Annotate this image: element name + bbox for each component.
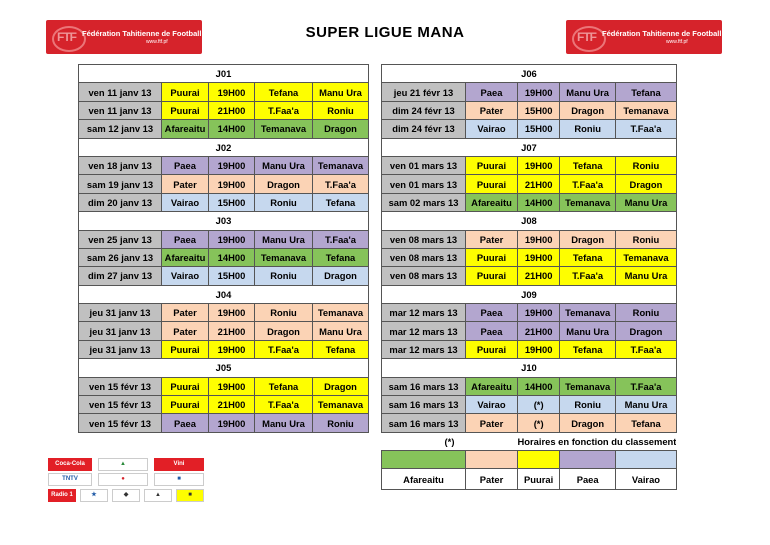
match-row — [382, 340, 677, 358]
match-venue: Paea — [162, 156, 209, 174]
match-away-team: Dragon — [313, 267, 369, 285]
match-row — [79, 230, 369, 248]
match-date: sam 26 janv 13 — [79, 248, 162, 266]
match-date: ven 15 févr 13 — [79, 414, 162, 432]
match-venue: Afareaitu — [466, 193, 518, 211]
sponsor-logo: ■ — [154, 473, 204, 486]
round-header-row — [79, 138, 369, 156]
legend-swatch — [382, 450, 466, 468]
match-row — [79, 193, 369, 211]
match-time: 21H00 — [209, 101, 255, 119]
match-venue: Puurai — [466, 248, 518, 266]
sponsor-logo: Vini — [154, 458, 204, 471]
match-row — [382, 120, 677, 138]
legend-label: Paea — [560, 469, 616, 490]
match-row — [79, 322, 369, 340]
match-venue: Pater — [162, 322, 209, 340]
match-row — [382, 83, 677, 101]
match-time: 15H00 — [518, 120, 560, 138]
match-row — [79, 156, 369, 174]
match-time: 14H00 — [518, 193, 560, 211]
round-label: J06 — [382, 65, 677, 83]
match-venue: Afareaitu — [162, 248, 209, 266]
note-marker: (*) — [444, 435, 455, 447]
match-date: ven 01 mars 13 — [382, 156, 466, 174]
match-date: sam 16 mars 13 — [382, 377, 466, 395]
match-date: sam 19 janv 13 — [79, 175, 162, 193]
match-time: 21H00 — [518, 322, 560, 340]
match-date: jeu 31 janv 13 — [79, 340, 162, 358]
match-home-team: Roniu — [255, 193, 313, 211]
schedule-table-left — [78, 64, 369, 433]
legend-labels — [382, 469, 677, 490]
match-venue: Paea — [162, 230, 209, 248]
match-home-team: Dragon — [560, 230, 616, 248]
note-row — [382, 432, 677, 450]
match-date: dim 20 janv 13 — [79, 193, 162, 211]
match-venue: Afareaitu — [466, 377, 518, 395]
match-date: dim 24 févr 13 — [382, 120, 466, 138]
round-label: J07 — [382, 138, 677, 156]
match-venue: Puurai — [162, 396, 209, 414]
round-header-row — [382, 359, 677, 377]
match-row — [382, 414, 677, 432]
match-row — [382, 267, 677, 285]
match-home-team: Manu Ura — [255, 156, 313, 174]
match-away-team: Temanava — [616, 101, 677, 119]
match-venue: Vairao — [466, 120, 518, 138]
match-away-team: Temanava — [313, 396, 369, 414]
match-date: ven 01 mars 13 — [382, 175, 466, 193]
match-home-team: Dragon — [255, 175, 313, 193]
sponsor-logo: ● — [98, 473, 148, 486]
match-venue: Puurai — [162, 101, 209, 119]
match-home-team: Tefana — [560, 156, 616, 174]
match-venue: Puurai — [162, 83, 209, 101]
match-venue: Pater — [162, 175, 209, 193]
round-header-row — [382, 285, 677, 303]
match-home-team: Manu Ura — [560, 322, 616, 340]
match-away-team: Dragon — [616, 175, 677, 193]
round-header-row — [382, 212, 677, 230]
ftf-emblem-icon: FTF — [52, 26, 86, 52]
round-header-row — [79, 212, 369, 230]
match-date: ven 08 mars 13 — [382, 230, 466, 248]
match-home-team: Dragon — [255, 322, 313, 340]
match-away-team: Tefana — [616, 83, 677, 101]
match-venue: Paea — [162, 414, 209, 432]
legend-swatch — [560, 450, 616, 468]
match-time: 19H00 — [209, 230, 255, 248]
match-time: 19H00 — [518, 156, 560, 174]
match-date: sam 12 janv 13 — [79, 120, 162, 138]
match-time: 15H00 — [209, 267, 255, 285]
match-time: 19H00 — [209, 377, 255, 395]
match-row — [382, 230, 677, 248]
match-home-team: T.Faa'a — [255, 101, 313, 119]
match-home-team: T.Faa'a — [255, 396, 313, 414]
match-date: jeu 31 janv 13 — [79, 304, 162, 322]
match-time: 15H00 — [518, 101, 560, 119]
match-time: 19H00 — [518, 340, 560, 358]
match-date: mar 12 mars 13 — [382, 304, 466, 322]
match-home-team: Tefana — [560, 248, 616, 266]
sponsor-logo: ★ — [80, 489, 108, 502]
match-time: 19H00 — [209, 156, 255, 174]
match-date: jeu 31 janv 13 — [79, 322, 162, 340]
match-home-team: Temanava — [560, 377, 616, 395]
sponsor-logo: TNTV — [48, 473, 92, 486]
match-row — [382, 248, 677, 266]
match-home-team: Temanava — [255, 120, 313, 138]
match-venue: Paea — [466, 83, 518, 101]
match-venue: Pater — [466, 101, 518, 119]
match-date: ven 15 févr 13 — [79, 377, 162, 395]
match-time: 15H00 — [209, 193, 255, 211]
match-away-team: Dragon — [313, 120, 369, 138]
match-time: 14H00 — [209, 248, 255, 266]
legend-label: Puurai — [518, 469, 560, 490]
ftf-emblem-icon: FTF — [572, 26, 606, 52]
match-date: mar 12 mars 13 — [382, 322, 466, 340]
match-date: sam 16 mars 13 — [382, 414, 466, 432]
match-away-team: Tefana — [313, 248, 369, 266]
match-home-team: Temanava — [560, 193, 616, 211]
match-home-team: Tefana — [255, 83, 313, 101]
match-venue: Afareaitu — [162, 120, 209, 138]
match-time: 21H00 — [518, 175, 560, 193]
match-away-team: Manu Ura — [616, 193, 677, 211]
match-away-team: T.Faa'a — [313, 175, 369, 193]
match-home-team: Manu Ura — [255, 414, 313, 432]
match-time: 19H00 — [209, 414, 255, 432]
match-row — [382, 101, 677, 119]
match-away-team: Manu Ura — [313, 83, 369, 101]
page-title: SUPER LIGUE MANA — [305, 24, 465, 41]
match-away-team: Dragon — [313, 377, 369, 395]
match-home-team: T.Faa'a — [560, 175, 616, 193]
ftf-logo-right — [566, 20, 722, 54]
match-row — [382, 156, 677, 174]
match-date: ven 25 janv 13 — [79, 230, 162, 248]
match-home-team: Tefana — [560, 340, 616, 358]
round-header-row — [382, 65, 677, 83]
match-time: 14H00 — [518, 377, 560, 395]
match-away-team: T.Faa'a — [313, 230, 369, 248]
match-date: sam 02 mars 13 — [382, 193, 466, 211]
match-away-team: Dragon — [616, 322, 677, 340]
round-label: J08 — [382, 212, 677, 230]
match-time: 19H00 — [209, 340, 255, 358]
match-home-team: Temanava — [560, 304, 616, 322]
match-home-team: Roniu — [255, 304, 313, 322]
match-venue: Puurai — [162, 377, 209, 395]
match-away-team: Roniu — [313, 414, 369, 432]
match-row — [79, 175, 369, 193]
match-home-team: Roniu — [560, 120, 616, 138]
match-date: jeu 21 févr 13 — [382, 83, 466, 101]
match-venue: Paea — [466, 322, 518, 340]
legend-label: Vairao — [616, 469, 677, 490]
match-home-team: Roniu — [255, 267, 313, 285]
round-header-row — [382, 138, 677, 156]
match-time: 19H00 — [209, 304, 255, 322]
round-label: J03 — [79, 212, 369, 230]
match-date: mar 12 mars 13 — [382, 340, 466, 358]
match-home-team: Dragon — [560, 101, 616, 119]
match-date: sam 16 mars 13 — [382, 396, 466, 414]
match-row — [79, 340, 369, 358]
sponsor-logo: ◆ — [112, 489, 140, 502]
match-row — [79, 101, 369, 119]
match-row — [382, 377, 677, 395]
sponsor-logo: Radio 1 — [48, 489, 76, 502]
legend-swatch — [616, 450, 677, 468]
note-text: Horaires en fonction du classement — [517, 435, 677, 447]
match-venue: Pater — [162, 304, 209, 322]
match-venue: Puurai — [466, 175, 518, 193]
match-venue: Vairao — [162, 267, 209, 285]
match-home-team: Manu Ura — [255, 230, 313, 248]
sponsor-logo: ▲ — [144, 489, 172, 502]
round-label: J10 — [382, 359, 677, 377]
logo-text: Fédération Tahitienne de Football — [602, 29, 722, 38]
match-row — [79, 83, 369, 101]
match-time: (*) — [518, 414, 560, 432]
round-header-row — [79, 65, 369, 83]
match-time: 19H00 — [518, 83, 560, 101]
match-home-team: Manu Ura — [560, 83, 616, 101]
match-venue: Puurai — [466, 156, 518, 174]
match-away-team: Manu Ura — [313, 322, 369, 340]
match-time: 21H00 — [209, 396, 255, 414]
match-away-team: Temanava — [616, 248, 677, 266]
match-date: ven 11 janv 13 — [79, 83, 162, 101]
round-label: J05 — [79, 359, 369, 377]
match-away-team: Temanava — [313, 156, 369, 174]
match-row — [79, 396, 369, 414]
match-venue: Pater — [466, 414, 518, 432]
match-away-team: Tefana — [313, 193, 369, 211]
legend-swatches — [382, 450, 677, 468]
match-row — [382, 304, 677, 322]
logo-website: www.ftf.pf — [666, 39, 688, 45]
match-venue: Paea — [466, 304, 518, 322]
match-home-team: Tefana — [255, 377, 313, 395]
match-time: 21H00 — [209, 322, 255, 340]
match-away-team: Temanava — [313, 304, 369, 322]
match-time: 19H00 — [518, 304, 560, 322]
match-away-team: Roniu — [616, 156, 677, 174]
match-row — [79, 248, 369, 266]
match-date: dim 24 févr 13 — [382, 101, 466, 119]
round-label: J01 — [79, 65, 369, 83]
match-away-team: T.Faa'a — [616, 377, 677, 395]
legend-swatch — [518, 450, 560, 468]
match-away-team: Roniu — [313, 101, 369, 119]
match-away-team: Tefana — [616, 414, 677, 432]
match-row — [382, 175, 677, 193]
logo-text: Fédération Tahitienne de Football — [82, 29, 202, 38]
match-row — [382, 396, 677, 414]
match-time: (*) — [518, 396, 560, 414]
match-date: ven 08 mars 13 — [382, 248, 466, 266]
match-venue: Puurai — [162, 340, 209, 358]
match-time: 19H00 — [209, 83, 255, 101]
match-row — [79, 120, 369, 138]
sponsor-logos — [48, 458, 204, 502]
match-away-team: Manu Ura — [616, 396, 677, 414]
match-row — [79, 414, 369, 432]
match-row — [79, 377, 369, 395]
match-date: dim 27 janv 13 — [79, 267, 162, 285]
sponsor-logo: ▲ — [98, 458, 148, 471]
match-row — [382, 322, 677, 340]
match-venue: Pater — [466, 230, 518, 248]
match-away-team: T.Faa'a — [616, 340, 677, 358]
match-away-team: Roniu — [616, 230, 677, 248]
match-time: 21H00 — [518, 267, 560, 285]
round-label: J02 — [79, 138, 369, 156]
match-venue: Puurai — [466, 340, 518, 358]
match-home-team: Dragon — [560, 414, 616, 432]
match-time: 19H00 — [209, 175, 255, 193]
sponsor-logo: Coca-Cola — [48, 458, 92, 471]
match-date: ven 18 janv 13 — [79, 156, 162, 174]
round-header-row — [79, 285, 369, 303]
match-away-team: Roniu — [616, 304, 677, 322]
match-home-team: T.Faa'a — [560, 267, 616, 285]
match-row — [79, 267, 369, 285]
match-date: ven 11 janv 13 — [79, 101, 162, 119]
match-venue: Vairao — [162, 193, 209, 211]
logo-website: www.ftf.pf — [146, 39, 168, 45]
match-venue: Puurai — [466, 267, 518, 285]
match-date: ven 15 févr 13 — [79, 396, 162, 414]
match-away-team: T.Faa'a — [616, 120, 677, 138]
round-header-row — [79, 359, 369, 377]
legend-swatch — [466, 450, 518, 468]
match-away-team: Manu Ura — [616, 267, 677, 285]
match-home-team: Roniu — [560, 396, 616, 414]
match-home-team: T.Faa'a — [255, 340, 313, 358]
legend-label: Afareaitu — [382, 469, 466, 490]
match-home-team: Temanava — [255, 248, 313, 266]
round-label: J09 — [382, 285, 677, 303]
match-away-team: Tefana — [313, 340, 369, 358]
match-time: 19H00 — [518, 230, 560, 248]
sponsor-logo: ■ — [176, 489, 204, 502]
match-row — [382, 193, 677, 211]
match-time: 19H00 — [518, 248, 560, 266]
match-time: 14H00 — [209, 120, 255, 138]
legend-label: Pater — [466, 469, 518, 490]
round-label: J04 — [79, 285, 369, 303]
schedule-table-right — [381, 64, 677, 490]
match-row — [79, 304, 369, 322]
match-date: ven 08 mars 13 — [382, 267, 466, 285]
match-venue: Vairao — [466, 396, 518, 414]
